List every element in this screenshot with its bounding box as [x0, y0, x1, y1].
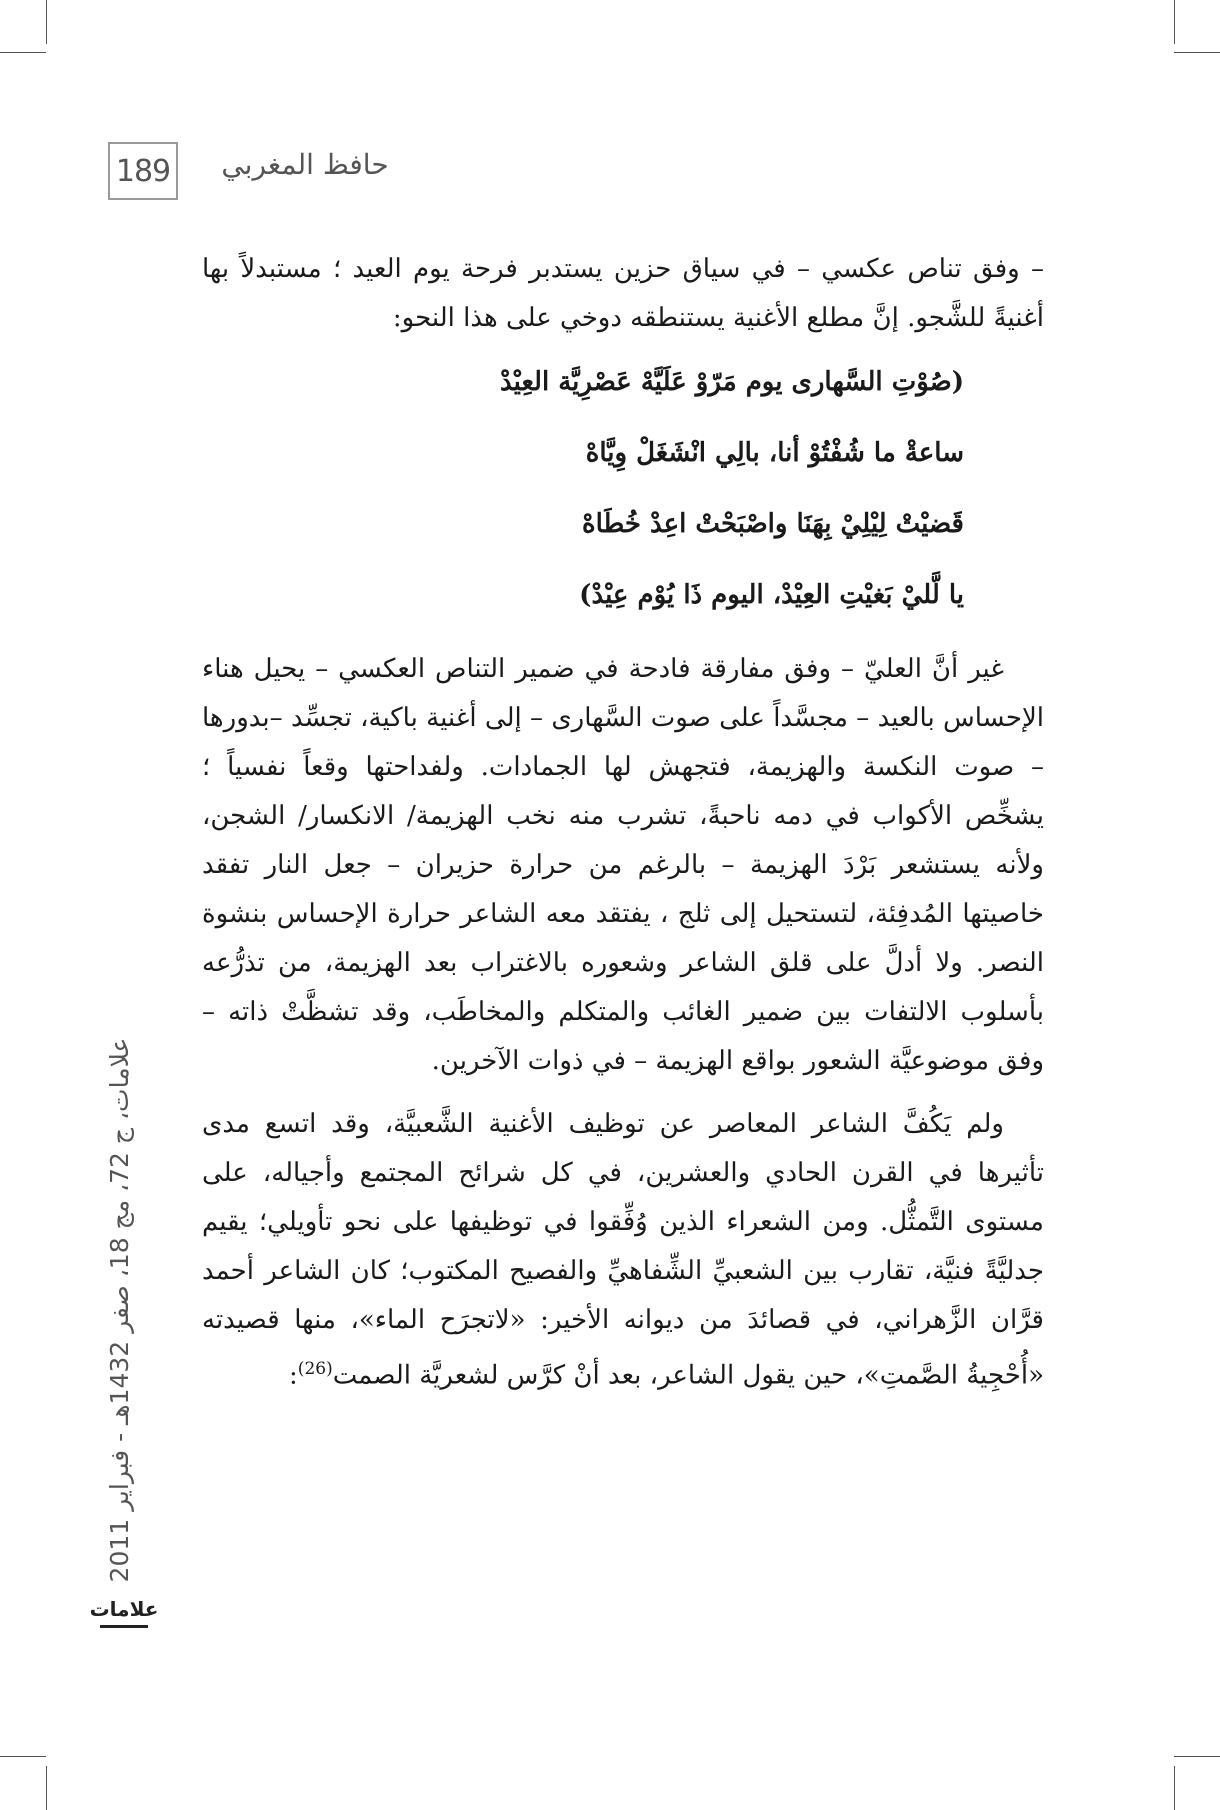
- page-number: 189: [108, 142, 178, 200]
- crop-mark: [1174, 0, 1175, 44]
- crop-mark: [1174, 52, 1220, 53]
- crop-mark: [1174, 1756, 1220, 1757]
- paragraph-colon: :: [289, 1360, 298, 1391]
- article-body: [202, 245, 1044, 1401]
- running-title: حافظ المغربي: [221, 148, 389, 181]
- crop-mark: [0, 1756, 46, 1757]
- poem-line: (صُوْتِ السَّهارى يوم مَرّوْ عَلَيَّهْ عَصْرِيَّة العِيْدْ: [499, 367, 964, 397]
- crop-mark: [1174, 1766, 1175, 1810]
- footnote-reference[interactable]: (26): [297, 1359, 333, 1379]
- paragraph-modern-text: ولم يَكُفَّ الشاعر المعاصر عن توظيف الأغنية الشَّعبيَّة، وقد اتسع مدى تأثيرها في القرن الحادي والعشرين، في كل شرائح المجتمع وأجياله، على مستوى التَّمثُّل. ومن الشعراء الذين وُفِّقوا في توظيفها على نحو تأويلي؛ يقيم جدليَّةً فنيَّة، تقارب بين الشعبيِّ الشِّفاهيِّ والفصيح المكتوب؛ كان الشاعر أحمد قرَّان الزَّهراني، في قصائدَ من ديوانه الأخير: «لاتجرَح الماء»، منها قصيدته «أُحْجِيةُ الصَّمتِ»، حين يقول الشاعر، بعد أنْ كرَّس لشعريَّة الصمت: [202, 1109, 1044, 1391]
- crop-mark: [0, 52, 46, 53]
- paragraph-analysis: غير أنَّ العليّ – وفق مفارقة فادحة في ضمير التناص العكسي – يحيل هناء الإحساس بالعيد – مجسَّداً على صوت السَّهارى – إلى أغنية باكية، تجسِّد –بدورها – صوت النكسة والهزيمة، فتجهش لها الجمادات. ولفداحتها وقعاً نفسياً ؛ يشخِّص الأكواب في دمه ناحبةً، تشرب منه نخب الهزيمة/ الانكسار/ الشجن، ولأنه يستشعر بَرْدَ الهزيمة – بالرغم من حرارة حزيران – جعل النار تفقد خاصيتها المُدفِئة، لتستحيل إلى ثلج ، يفتقد معه الشاعر حرارة الإحساس بنشوة النصر. ولا أدلَّ على قلق الشاعر وشعوره بالاغتراب بعد الهزيمة، من تذرُّعه بأسلوب الالتفات بين ضمير الغائب والمتكلم والمخاطَب، وقد تشظَّتْ ذاته – وفق موضوعيَّة الشعور بواقع الهزيمة – في ذوات الآخرين.: [202, 654, 1044, 1076]
- journal-issue-info: علامات، ج 72، مج 18، صفر 1432هـ - فبراير 2011: [105, 1037, 134, 1583]
- journal-logo: علامات: [96, 1594, 152, 1624]
- crop-mark: [46, 1766, 47, 1810]
- paragraph-intro: – وفق تناص عكسي – في سياق حزين يستدبر فرحة يوم العيد ؛ مستبدلاً بها أغنيةً للشَّجو. إنَّ مطلع الأغنية يستنطقه دوخي على هذا النحو:: [202, 254, 1044, 333]
- poem-line: يا لَّليْ بَغيْتِ العِيْدْ، اليوم ذَا يُوْم عِيْدْ): [579, 580, 964, 610]
- paragraph-modern: [202, 1100, 1044, 1401]
- poem-line: ساعةْ ما شُفْتُوْ أنا، بالِي انْشَغَلْ وِيَّاهْ: [585, 438, 964, 468]
- crop-mark: [46, 0, 47, 44]
- poem-block: [202, 347, 1044, 631]
- poem-line: قَضيْتْ لِيْلِيْ بِهَنَا واصْبَحْتْ اعِدْ خُطَاهْ: [582, 509, 964, 539]
